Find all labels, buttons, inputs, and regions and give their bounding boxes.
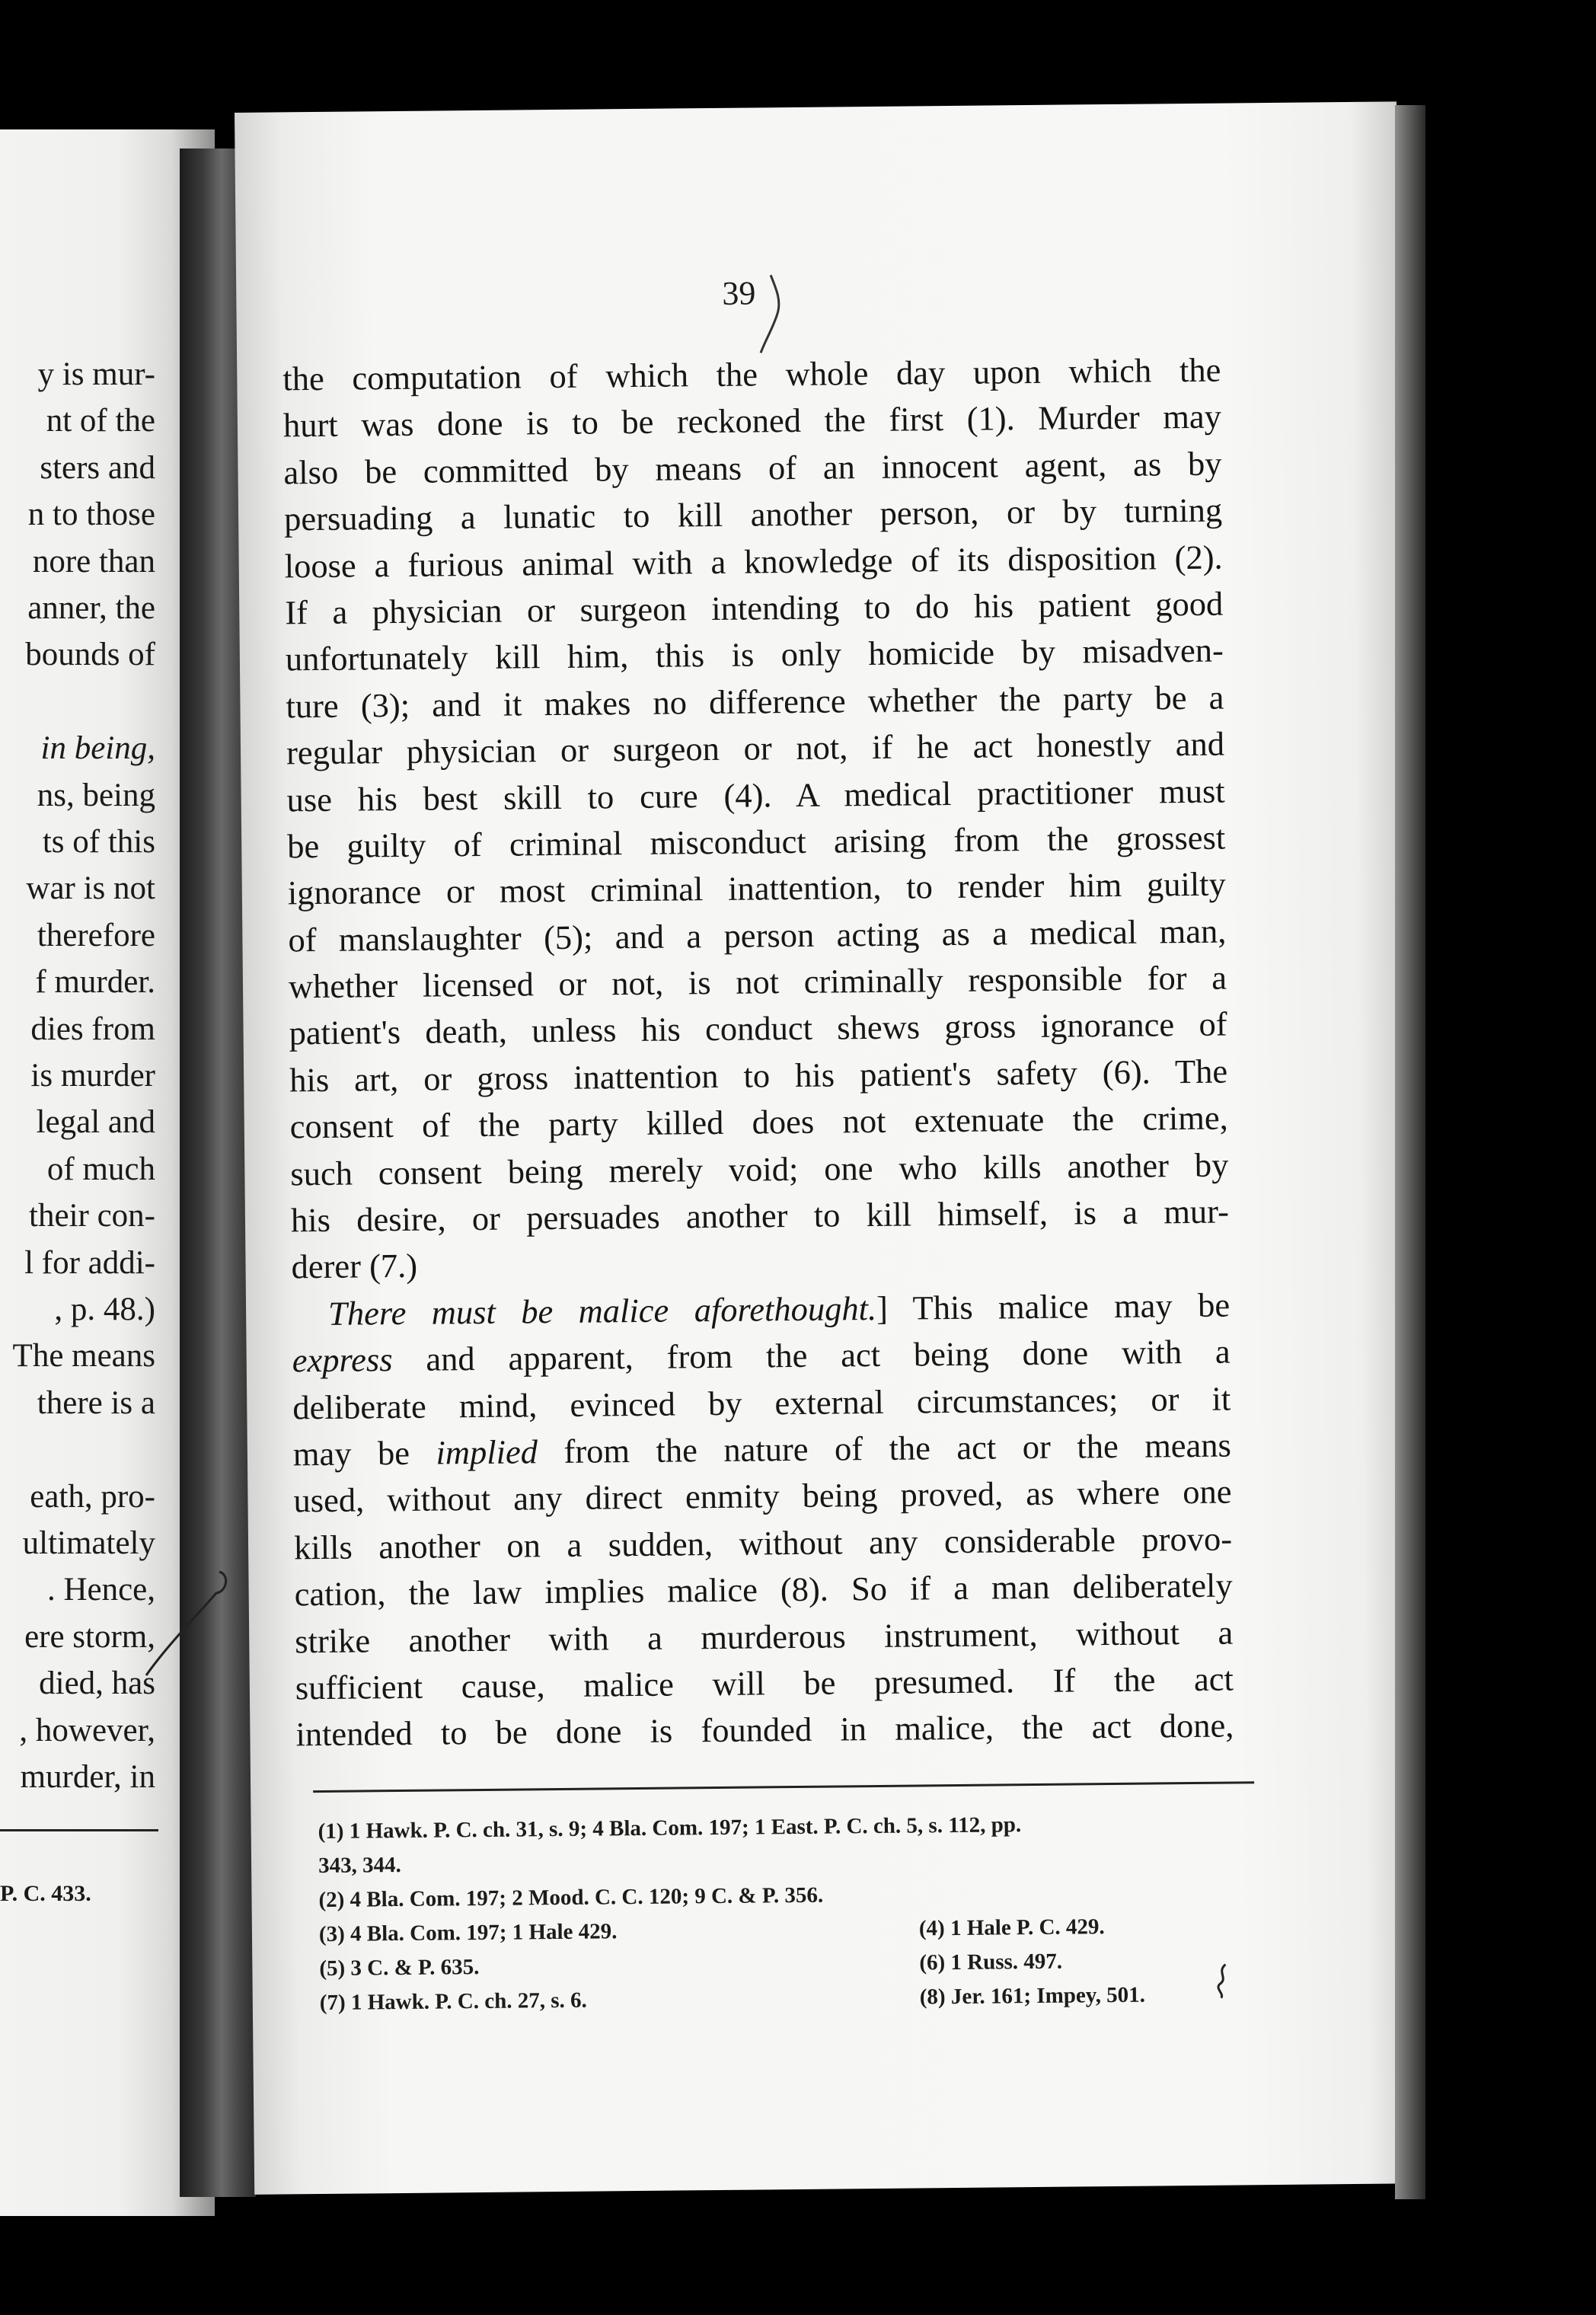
footnote-2: (2) 4 Bla. Com. 197; 2 Mood. C. C. 120; 9 C. & P. 356. [318,1882,824,1913]
text-line: also be committed by means of an innocent agent, as by [283,444,1222,492]
pencil-annotation-icon [754,267,800,359]
text-line: patient's death, unless his conduct shews gross ignorance of [289,1005,1227,1052]
left-page-line: eath, pro- [30,1478,155,1515]
page-number: 39 [722,274,756,312]
text-line: If a physician or surgeon intending to do his patient good [285,584,1224,632]
left-page-line: there is a [37,1384,155,1421]
text-line: hurt was done is to be reckoned the first (1). Murder may [282,397,1222,445]
left-page-line: ts of this [42,824,155,860]
left-page-line: nt of the [46,403,155,439]
left-page-line: their con- [29,1198,155,1234]
left-page-line: . Hence, [46,1572,155,1608]
left-page-line: is murder [30,1058,155,1094]
text-line: deliberate mind, evinced by external circumstances; or it [292,1379,1231,1426]
text-line: cation, the law implies malice (8). So if a man deliberately [294,1566,1233,1614]
body-text [282,347,1234,1758]
left-page-line: l for addi- [24,1244,155,1281]
text-line: his art, or gross inattention to his patient's safety (6). The [289,1052,1228,1100]
pencil-stroke-icon [137,1561,244,1698]
text-line: used, without any direct enmity being proved, as where one [293,1472,1232,1520]
text-line: use his best skill to cure (4). A medical practitioner must [286,771,1225,819]
text-line: consent of the party killed does not extenuate the crime, [289,1098,1228,1146]
text-line: be guilty of criminal misconduct arising from the grossest [287,818,1226,866]
left-page-line: legal and [36,1104,155,1141]
footnote-6: (6) 1 Russ. 497. [919,1949,1063,1975]
left-page-line: anner, the [27,590,155,626]
text-line: unfortunately kill him, this is only homicide by misadven- [285,631,1224,679]
footnote-7: (7) 1 Hawk. P. C. ch. 27, s. 6. [319,1988,587,2016]
italic-word: express [292,1340,393,1380]
left-footnote: P. C. 433. [0,1881,91,1906]
footnote-8: (8) Jer. 161; Impey, 501. [919,1982,1146,2010]
left-page-line: in being, [40,730,155,767]
text-line: derer (7.) [291,1247,418,1286]
text-line: the computation of which the whole day upon which the [282,350,1221,398]
text-line: ignorance or most criminal inattention, to render him guilty [287,864,1227,912]
footnote-3: (3) 4 Bla. Com. 197; 1 Hale 429. [318,1919,618,1947]
text-run: and apparent, from the act being done with a [392,1332,1231,1379]
left-page-line: ere storm, [24,1618,155,1655]
left-page-line: murder, in [20,1759,155,1795]
footnote-rule [313,1781,1254,1793]
text-line [292,1329,1231,1384]
footnote-4: (4) 1 Hale P. C. 429. [918,1914,1105,1941]
text-line: kills another on a sudden, without any considerable provo- [293,1519,1233,1567]
left-page-line: f murder. [35,964,155,1001]
italic-heading: There must be malice aforethought. [327,1288,877,1333]
italic-word: implied [436,1432,538,1472]
text-line: strike another with a murderous instrument, without a [295,1613,1234,1660]
left-page-line: nore than [32,543,155,580]
left-page-line: The means [12,1338,155,1375]
text-line: his desire, or persuades another to kill himself, is a mur- [290,1192,1230,1240]
left-page-line: ns, being [37,777,155,813]
text-line: loose a furious animal with a knowledge of its disposition (2). [284,538,1223,585]
left-page-line: therefore [37,917,155,953]
text-line: sufficient cause, malice will be presumed. If the act [295,1659,1234,1707]
left-page-line: of much [46,1151,155,1187]
text-line: regular physician or surgeon or not, if he act honestly and [286,724,1225,772]
text-line: whether licensed or not, is not criminally responsible for a [288,958,1227,1006]
footnote-1: (1) 1 Hawk. P. C. ch. 31, s. 9; 4 Bla. Com. 197; 1 East. P. C. ch. 5, s. 112, pp. [318,1812,1022,1844]
left-page-line: n to those [27,497,155,533]
footnotes [318,1806,1253,2020]
text-run: ] This malice may be [876,1285,1231,1327]
text-line: persuading a lunatic to kill another person, or by turning [283,490,1223,538]
text-run: may be [292,1433,436,1474]
left-page-line: y is mur- [37,356,155,392]
right-page [235,101,1416,2195]
left-page-line: bounds of [25,637,155,673]
left-page-line: ultimately [22,1525,155,1561]
left-page-line: died, has [39,1665,155,1702]
left-page-line: , p. 48.) [54,1292,155,1327]
left-page-line: sters and [40,449,155,486]
text-line: of manslaughter (5); and a person acting as a medical man, [288,912,1227,960]
left-page-line: , however, [19,1712,155,1748]
left-page-line: dies from [30,1011,155,1047]
text-line: ture (3); and it makes no difference whether the party be a [286,678,1224,726]
pencil-squiggle-icon [1211,1962,1234,2000]
text-run: from the nature of the act or the means [537,1426,1232,1471]
text-line: such consent being merely void; one who kills another by [290,1145,1229,1193]
text-line: intended to be done is founded in malice, the act done, [295,1706,1234,1754]
footnote-5: (5) 3 C. & P. 635. [319,1955,480,1981]
left-page-line: war is not [26,870,155,907]
page-edge-shadow [1395,105,1425,2199]
left-footnote-rule [0,1829,158,1831]
footnote-1-continued: 343, 344. [318,1853,402,1879]
